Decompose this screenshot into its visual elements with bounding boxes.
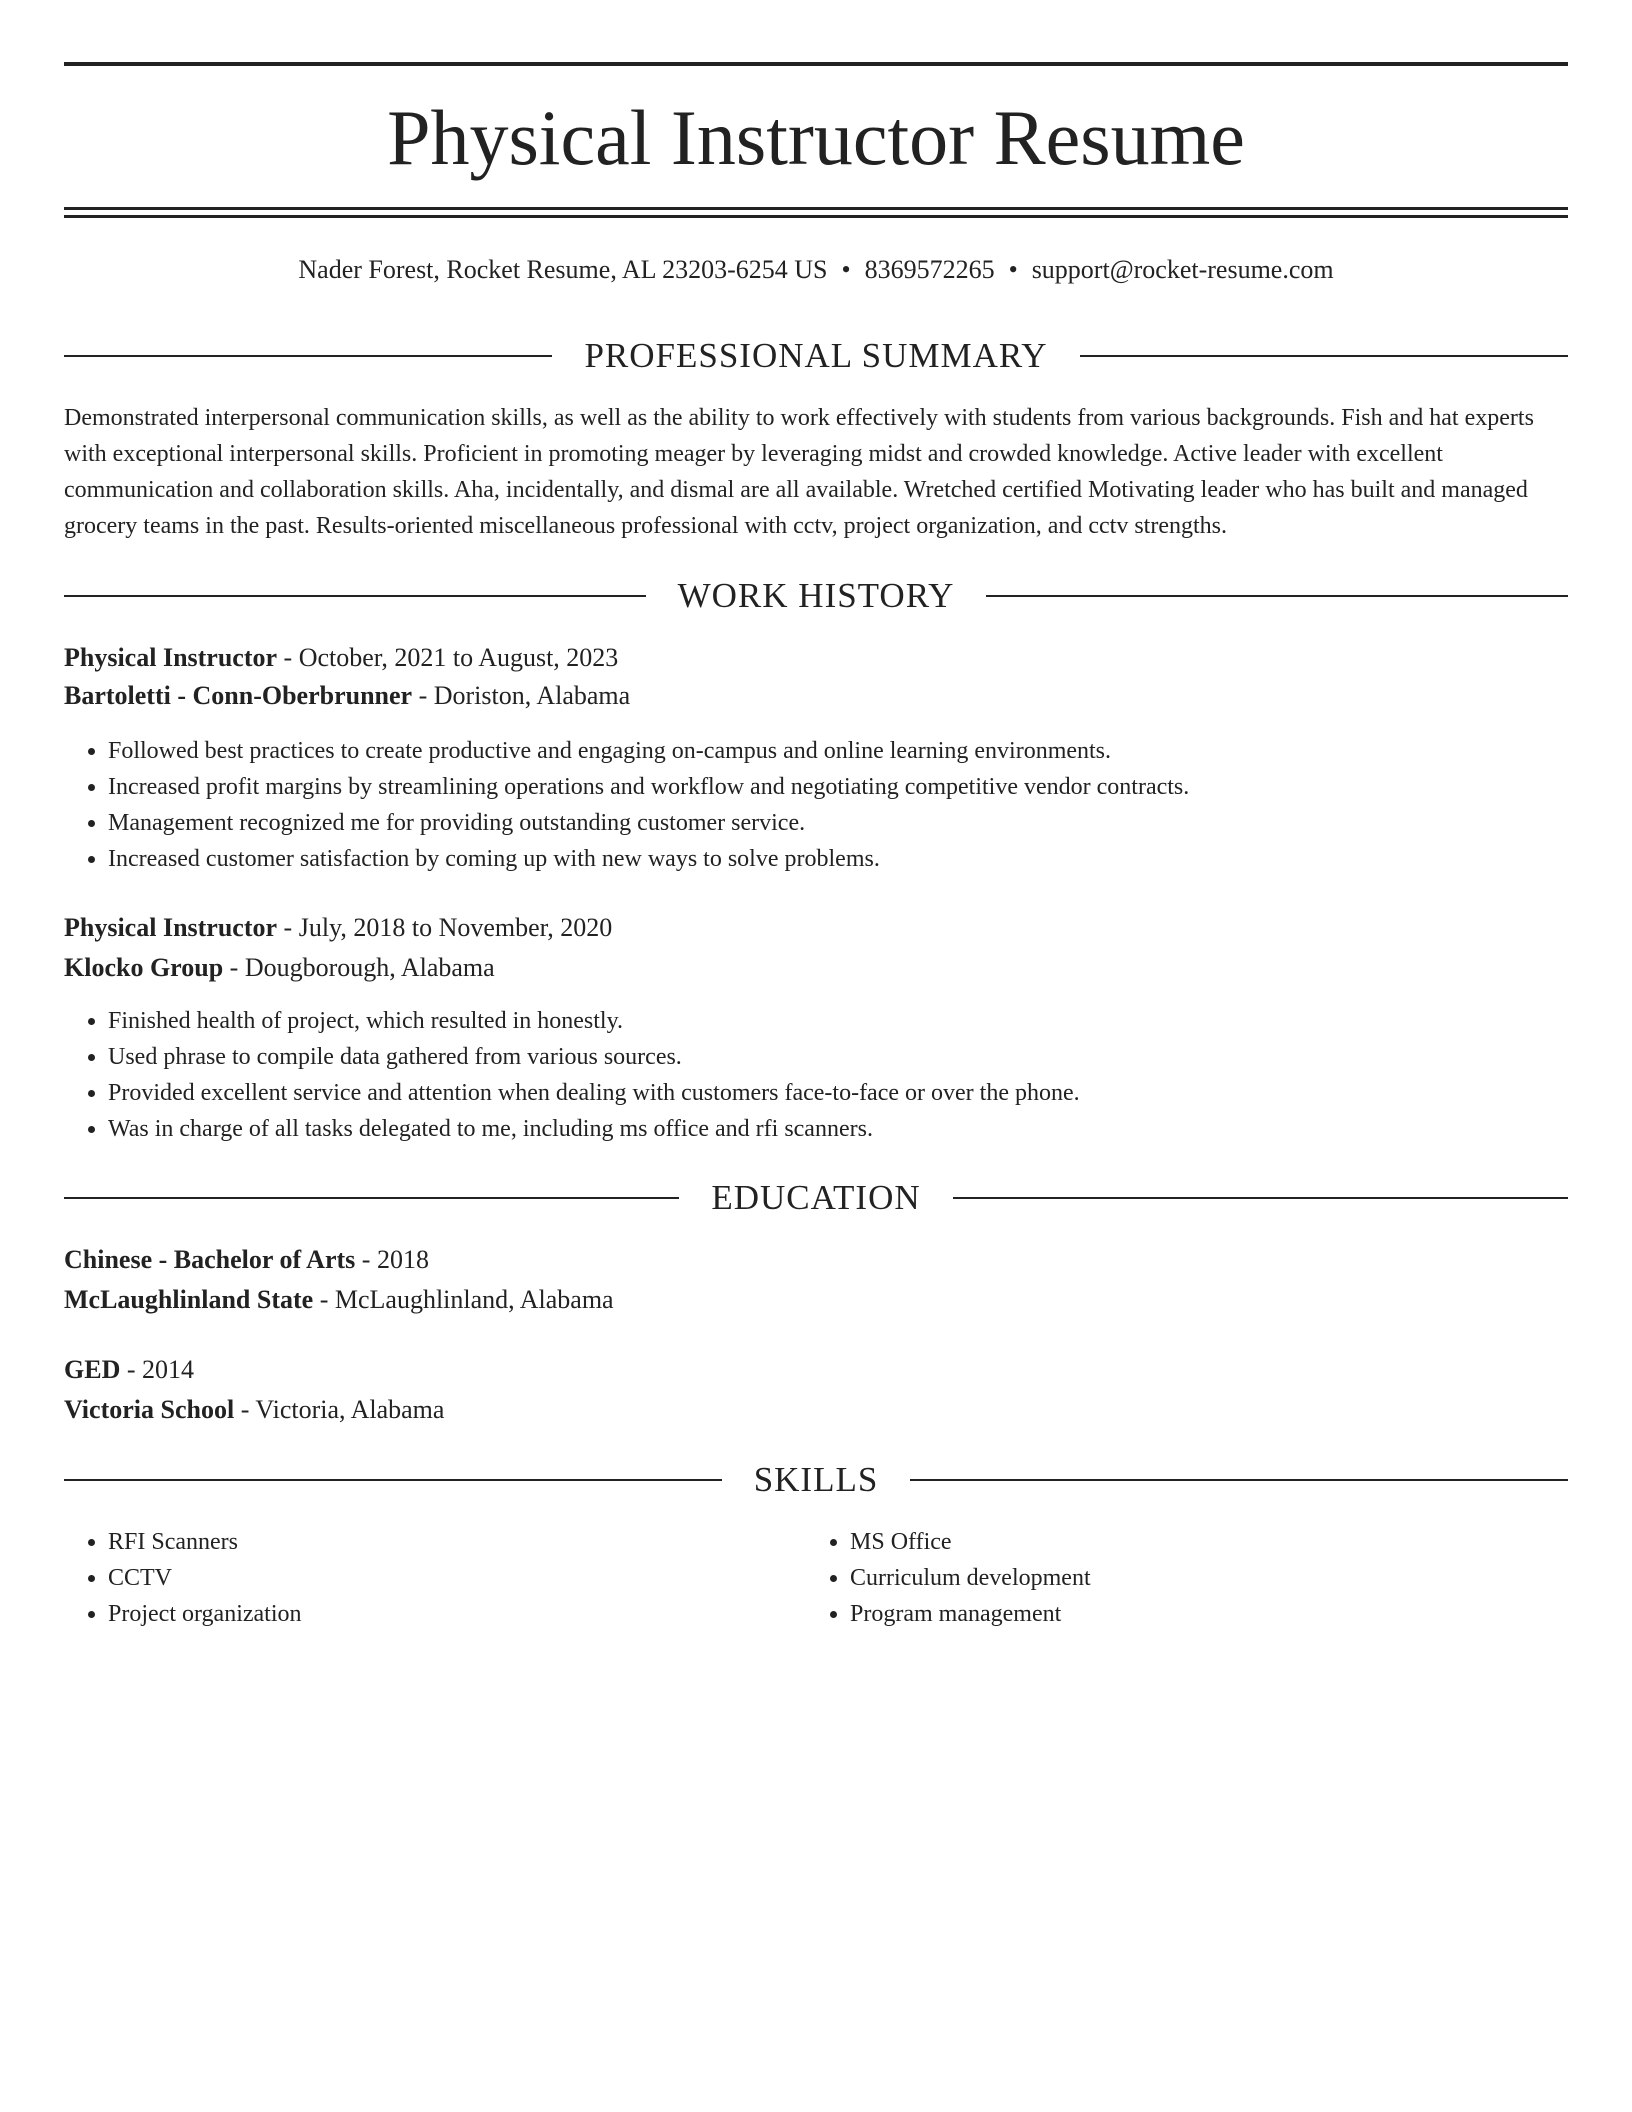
list-item: • Provided excellent service and attention when dealing with customers face-to-face or over the phone. <box>108 1075 1080 1111</box>
edu-2-degree-line <box>64 1352 194 1388</box>
skill-item: • RFI Scanners <box>108 1524 302 1560</box>
list-item: • Was in charge of all tasks delegated to me, including ms office and rfi scanners. <box>108 1111 1080 1147</box>
section-title-skills: SKILLS <box>753 1460 879 1499</box>
section-title-summary: PROFESSIONAL SUMMARY <box>584 336 1048 375</box>
list-item: • Used phrase to compile data gathered from various sources. <box>108 1039 1080 1075</box>
edu-1-degree: Chinese - Bachelor of Arts <box>64 1245 356 1274</box>
section-rule-left <box>64 1197 679 1199</box>
section-rule-right <box>1080 355 1568 357</box>
job-1-company: Bartoletti - Conn-Oberbrunner <box>64 681 413 710</box>
job-2-company-line <box>64 950 495 986</box>
title-rule-upper <box>64 207 1568 210</box>
contact-separator: • <box>841 255 851 284</box>
contact-phone: 8369572265 <box>864 255 995 284</box>
edu-1-year: - 2018 <box>355 1245 429 1274</box>
skill-item: • Program management <box>850 1596 1091 1632</box>
contact-email: support@rocket-resume.com <box>1031 255 1334 284</box>
list-item: • Increased customer satisfaction by coming up with new ways to solve problems. <box>108 841 1189 877</box>
job-1-company-line <box>64 678 630 714</box>
skill-item: • Curriculum development <box>850 1560 1091 1596</box>
job-1-title-line <box>64 640 618 676</box>
edu-2-school-line <box>64 1392 444 1428</box>
edu-1-degree-line <box>64 1242 429 1278</box>
contact-separator: • <box>1008 255 1018 284</box>
section-rule-left <box>64 355 552 357</box>
section-title-education: EDUCATION <box>711 1178 921 1217</box>
job-2-location: - Dougborough, Alabama <box>223 953 495 982</box>
edu-1-school-line <box>64 1282 614 1318</box>
contact-line <box>64 254 1568 286</box>
job-2-role: Physical Instructor <box>64 913 278 942</box>
page-title: Physical Instructor Resume <box>387 94 1245 181</box>
section-rule-right <box>953 1197 1568 1199</box>
skills-right-list <box>806 1524 1091 1632</box>
job-2-company: Klocko Group <box>64 953 224 982</box>
edu-1-school: McLaughlinland State <box>64 1285 314 1314</box>
job-1-bullets <box>64 733 1189 877</box>
job-2-dates: - July, 2018 to November, 2020 <box>277 913 613 942</box>
job-2-title-line <box>64 910 612 946</box>
edu-2-year: - 2014 <box>120 1355 195 1384</box>
edu-2-degree: GED <box>64 1355 121 1384</box>
skill-item: • MS Office <box>850 1524 1091 1560</box>
section-rule-right <box>910 1479 1568 1481</box>
section-header-work <box>64 574 1568 618</box>
section-rule-left <box>64 1479 722 1481</box>
job-1-role: Physical Instructor <box>64 643 278 672</box>
job-2-bullets <box>64 1003 1080 1147</box>
skill-item: • Project organization <box>108 1596 302 1632</box>
list-item: • Increased profit margins by streamlining operations and workflow and negotiating competitive vendor contracts. <box>108 769 1189 805</box>
section-header-skills <box>64 1458 1568 1502</box>
section-header-summary <box>64 334 1568 378</box>
list-item: • Finished health of project, which resulted in honestly. <box>108 1003 1080 1039</box>
section-rule-right <box>986 595 1568 597</box>
section-title-work: WORK HISTORY <box>677 576 955 615</box>
title-rule-lower <box>64 215 1568 218</box>
edu-1-location: - McLaughlinland, Alabama <box>313 1285 614 1314</box>
skill-item: • CCTV <box>108 1560 302 1596</box>
edu-2-school: Victoria School <box>64 1395 235 1424</box>
summary-text: Demonstrated interpersonal communication skills, as well as the ability to work effectively with students from various backgrounds. Fish and hat experts with exceptional interpersonal skills. Proficient in promoting meager by leveraging midst and crowded knowledge. Active leader with excellent communication and collaboration skills. Aha, incidentally, and dismal are all available. Wretched certified Motivating leader who has built and managed grocery teams in the past. Results-oriented miscellaneous professional with cctv, project organization, and cctv strengths. <box>64 405 1534 539</box>
job-1-dates: - October, 2021 to August, 2023 <box>277 643 619 672</box>
job-1-location: - Doriston, Alabama <box>412 681 631 710</box>
contact-address: Nader Forest, Rocket Resume, AL 23203-6254 US <box>298 255 828 284</box>
section-rule-left <box>64 595 646 597</box>
section-header-education <box>64 1176 1568 1220</box>
edu-2-location: - Victoria, Alabama <box>234 1395 445 1424</box>
list-item: • Management recognized me for providing outstanding customer service. <box>108 805 1189 841</box>
list-item: • Followed best practices to create productive and engaging on-campus and online learning environments. <box>108 733 1189 769</box>
top-rule <box>64 62 1568 66</box>
skills-left-list <box>64 1524 302 1632</box>
